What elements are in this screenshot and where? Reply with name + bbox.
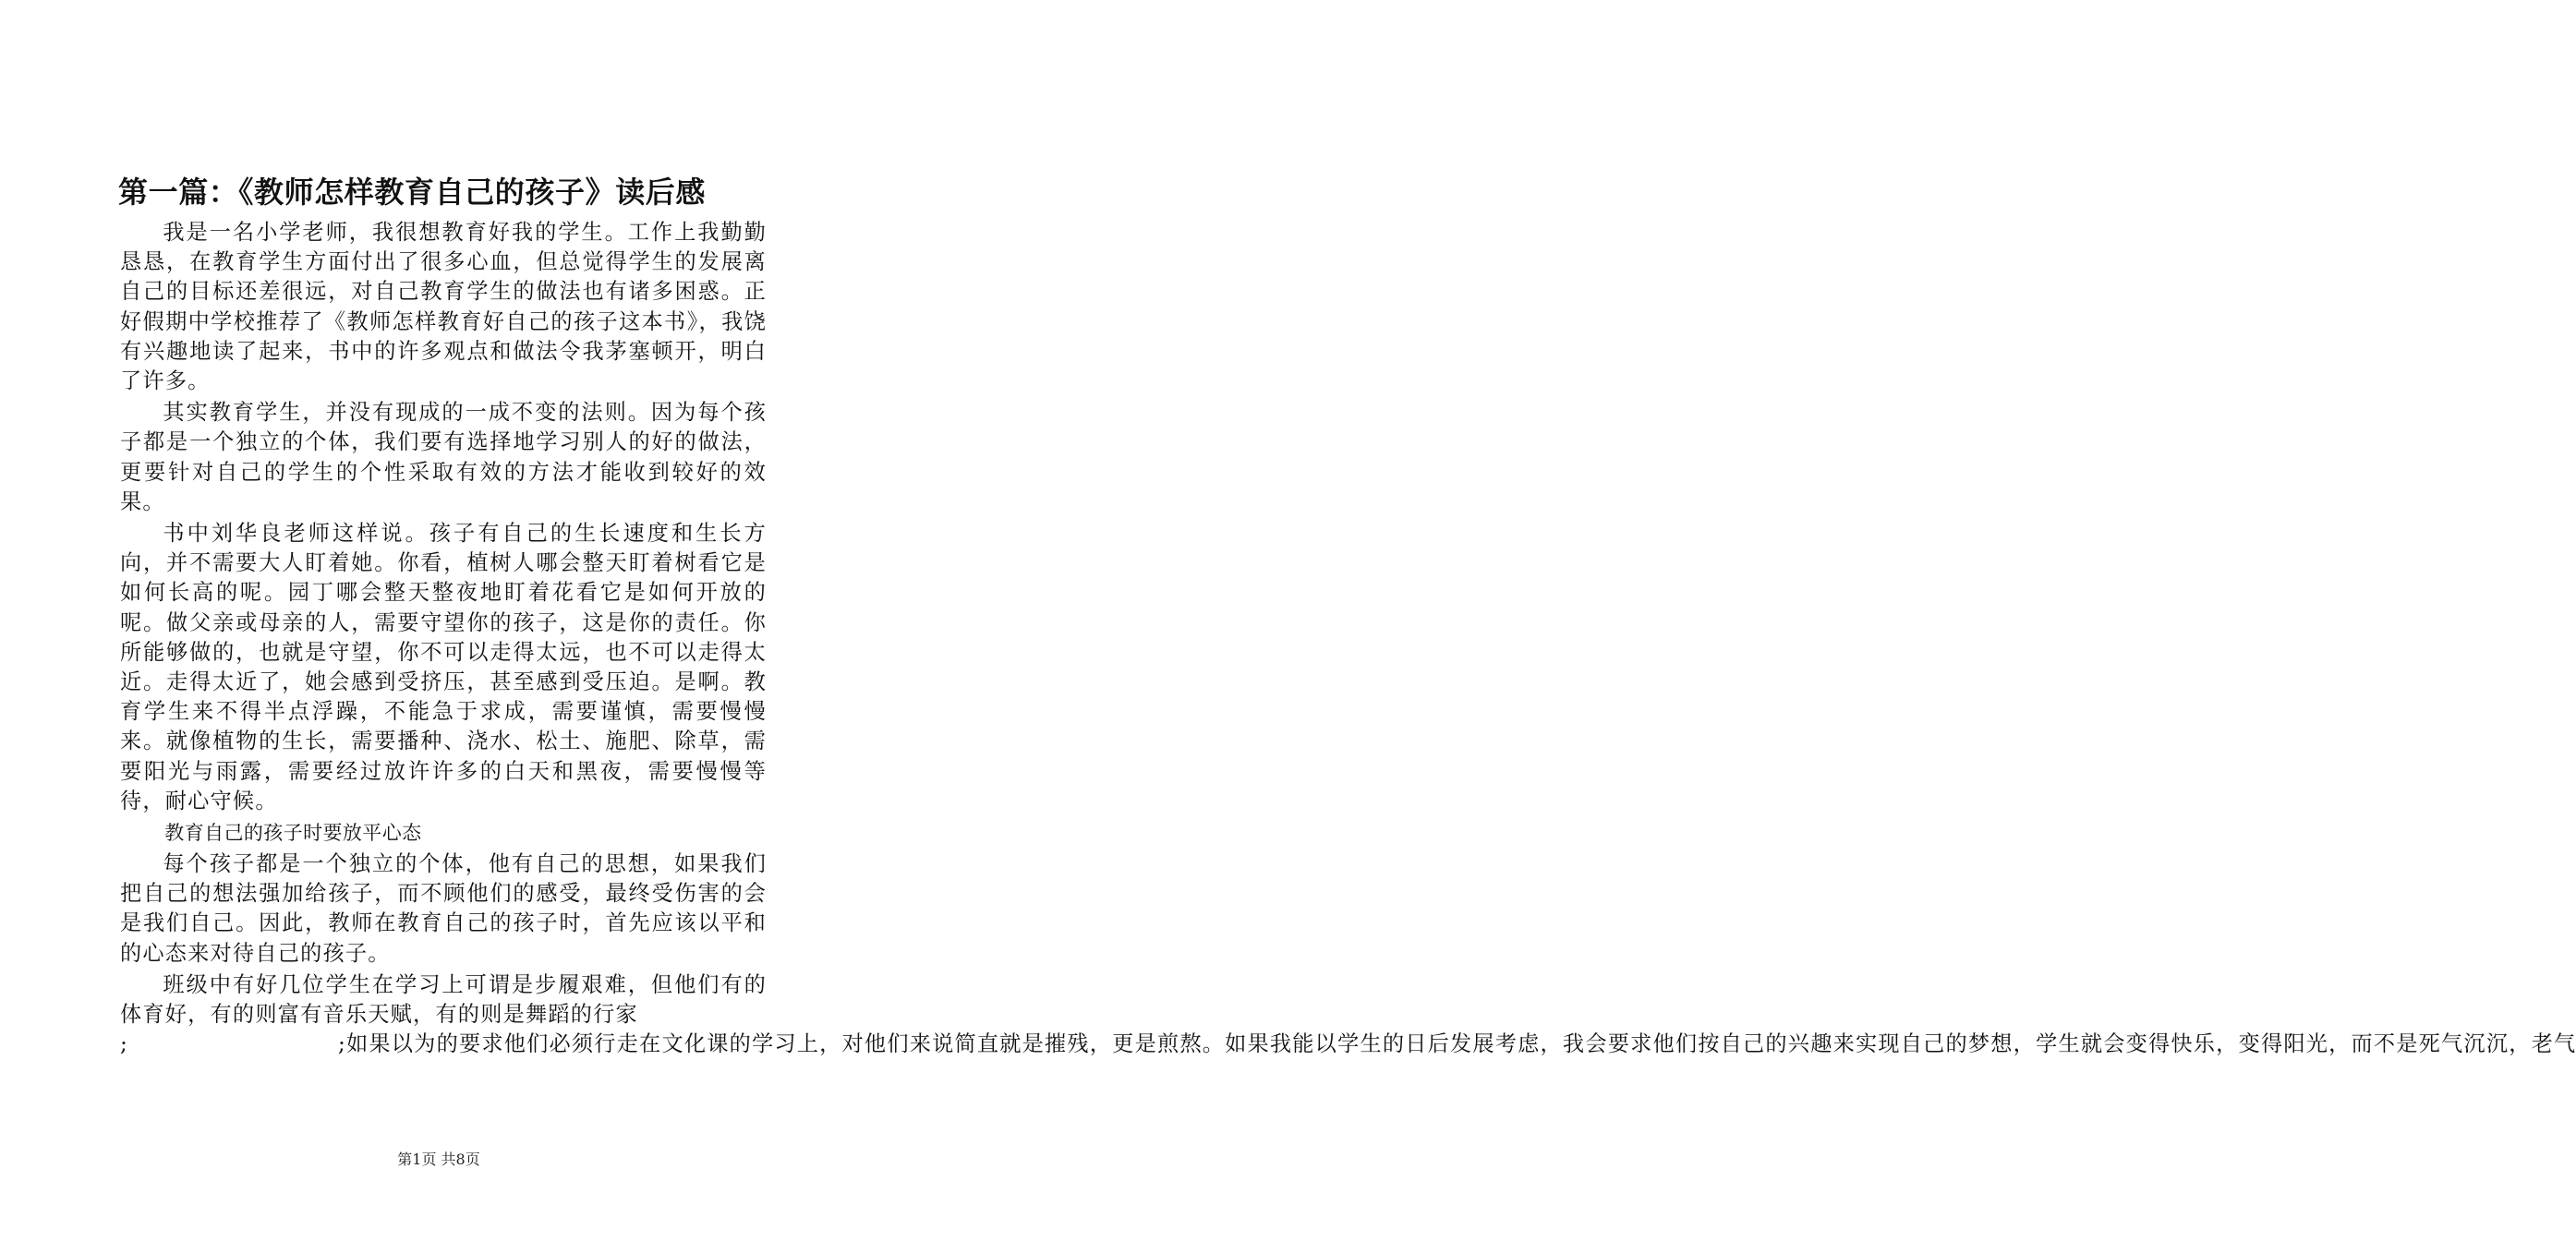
paragraph-2: 其实教育学生，并没有现成的一成不变的法则。因为每个孩子都是一个独立的个体，我们要有选择地学习别人的好的做法，更要针对自己的学生的个性采取有效的方法才能收到较好的效果。 xyxy=(120,400,767,514)
paragraph-1: 我是一名小学老师，我很想教育好我的学生。工作上我勤勤恳恳，在教育学生方面付出了很多心血，但总觉得学生的发展离自己的目标还差很远，对自己教育学生的做法也有诸多困惑。正好假期中学校推荐了《教师怎样教育好自己的孩子这本书》，我饶有兴趣地读了起来，书中的许多观点和做法令我茅塞顿开，明白了许多。 xyxy=(120,220,767,394)
page-footer: 第1页 共8页 xyxy=(397,1151,480,1168)
paragraph-5-part1: 班级中有好几位学生在学习上可谓是步履艰难，但他们有的体育好，有的则富有音乐天赋，有的则是舞蹈的行家 xyxy=(120,971,767,1028)
paragraph-5-gap-line xyxy=(120,1030,2576,1059)
paragraph-4: 每个孩子都是一个独立的个体，他有自己的思想，如果我们把自己的想法强加给孩子，而不顾他们的感受，最终受伤害的会是我们自己。因此，教师在教育自己的孩子时，首先应该以平和的心态来对待自己的孩子。 xyxy=(120,851,767,966)
document-title: 第一篇：《教师怎样教育自己的孩子》读后感 xyxy=(118,175,707,210)
document-body xyxy=(120,218,2576,1059)
paragraph-3: 书中刘华良老师这样说。孩子有自己的生长速度和生长方向，并不需要大人盯着她。你看，植树人哪会整天盯着树看它是如何长高的呢。园丁哪会整天整夜地盯着花看它是如何开放的呢。做父亲或母亲的人，需要守望你的孩子，这是你的责任。你所能够做的，也就是守望，你不可以走得太远，也不可以走得太近。走得太近了，她会感到受挤压，甚至感到受压迫。是啊。教育学生来不得半点浮躁，不能急于求成，需要谨慎，需要慢慢来。就像植物的生长，需要播种、浇水、松土、施肥、除草，需要阳光与雨露，需要经过放许许多的白天和黑夜，需要慢慢等待，耐心守候。 xyxy=(120,521,767,813)
section-subheading: 教育自己的孩子时要放平心态 xyxy=(164,822,422,845)
semicolon-a: ; xyxy=(120,1031,129,1057)
paragraph-5-part2: 如果以为的要求他们必须行走在文化课的学习上，对他们来说简直就是摧残，更是煎熬。如果我能以学生的日后发展考虑，我会要求他们按自己的兴趣来实现自己的梦想，学生就会变得快乐，变得阳光，而不是死气沉沉，老气 xyxy=(346,1031,2576,1057)
paragraph-5 xyxy=(120,970,767,1030)
semicolon-b: ; xyxy=(338,1031,347,1057)
